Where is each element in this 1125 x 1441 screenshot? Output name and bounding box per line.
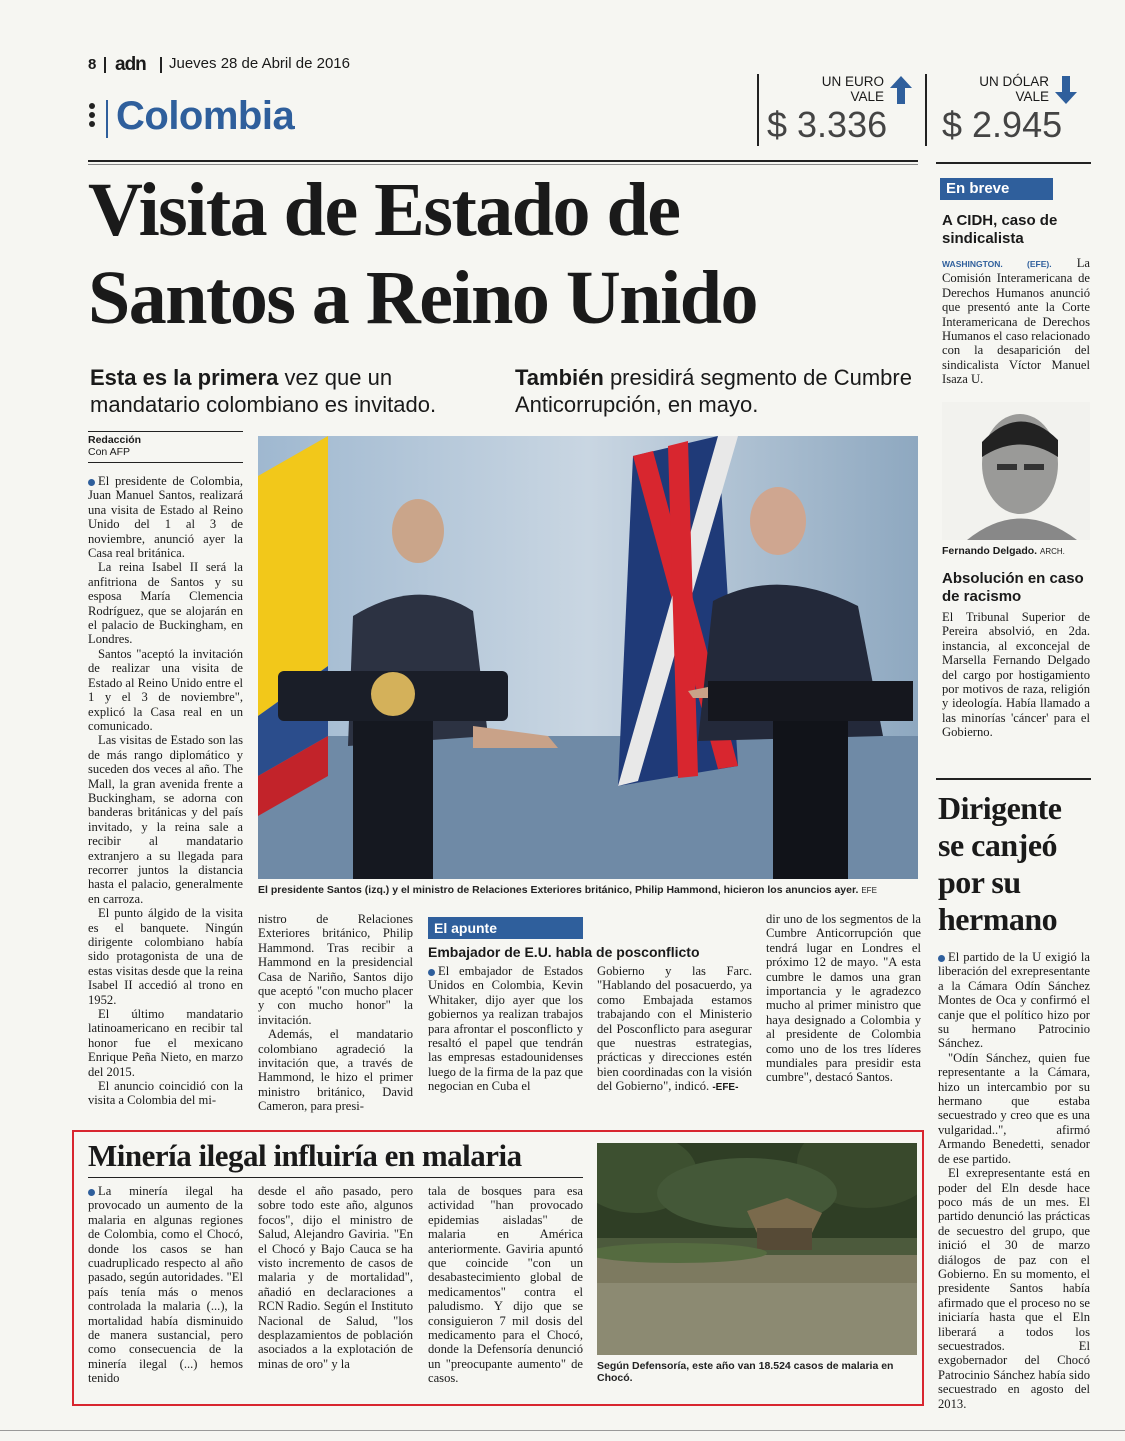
portrait-caption: Fernando Delgado. ARCH. [942,545,1065,557]
apunte-col2: Gobierno y las Farc. "Hablando del posacuerdo, ya como Embajada estamos trabajando con el Ministerio del Posconflicto para asegurar que nuestras estrategias, prácticas y direcciones estén bien coordinadas con la visión del Gobierno", indicó. -EFE- [597,964,752,1094]
apunte-label: El apunte [428,917,583,939]
section-title: Colombia [116,94,295,138]
mineria-col2: desde el año pasado, pero sobre todo este año, algunos focos", dijo el ministro de Salud, Alejandro Gaviria. "En el Chocó y Bajo Cauca se ha visto incremento de casos de malaria y de mortalidad", añadió en declaraciones a RCN Radio. Según el Instituto Nacional de Salud, "los desplazamientos de población asociados a la explotación de minas de oro" y la [258,1184,413,1371]
byline: Redacción Con AFP [88,434,142,458]
breve-item2-title: Absolución en caso de racismo [942,570,1084,605]
bullet-dot-icon [938,955,945,962]
apunte-title: Embajador de E.U. habla de posconflicto [428,944,700,960]
en-breve-label: En breve [940,178,1053,200]
dollar-label: UN DÓLAR VALE [979,74,1049,104]
breve-item1-title: A CIDH, caso de sindicalista [942,212,1058,247]
breve-item1-body: WASHINGTON. (EFE). La Comisión Interamericana de Derechos Humanos anunció que presentó ante la Corte Interamericana de Derechos Humanos el caso relacionado con la desaparición del sindicalista Víctor Manuel Isaza U. [942,256,1090,387]
dirigente-body: El partido de la U exigió la liberación del exrepresentante a la Cámara Odín Sánchez Montes de Oca y confirmó el canje que el político hizo por su hermano Patrocinio Sánchez. "Odín Sánchez, quien fue representante a la Cámara, hizo un intercambio por su hermano que estaba secuestrado y creo que es una vulgaridad..", afirmó Armando Benedetti, senador de ese partido. El exrepresentante está en poder del Eln desde hace poco más de un mes. El partido denunció las prácticas de secuestro del grupo, que inició el 30 de marzo diálogos de paz con el Gobierno. En su momento, el presidente Santos había afirmado que el proceso no se iniciaría hasta que el Eln liberará a todos los secuestrados. El exgobernador del Chocó Patrocinio Sánchez había sido secuestrado en agosto del 2013. [938,950,1090,1411]
bullet-dot-icon [428,969,435,976]
breve-item2-body: El Tribunal Superior de Pereira absolvió, en 2da. instancia, al exconcejal de Marsella Fernando Delgado del cargo por hostigamiento por motivos de raza, religión y ideología. Había llamado a las minorías 'cáncer' para el Gobierno. [942,610,1090,740]
arrow-up-icon [890,76,912,104]
mineria-col3: tala de bosques para esa actividad "han provocado epidemias aisladas" de malaria en América anteriormente. Gaviria apuntó que coincide "con un desabastecimiento global de medicamentos" contra el paludismo. Y dijo que se consiguieron 7 mil dosis del medicamento para el Chocó, donde la Defensoría denunció un "preocupante aumento" de casos. [428,1184,583,1386]
arrow-down-icon [1055,76,1077,104]
santos-hammond-photo [258,436,918,879]
jungle-river-photo [597,1143,917,1355]
main-article-col3: dir uno de los segmentos de la Cumbre Anticorrupción que tendrá lugar en Londres el próximo 12 de mayo. "A esta cumbre le damos una gran importancia y le agradezco mucho al primer ministro que haya designado a Colombia y al presidente de Colombia como uno de los tres líderes mundiales para presidir esta cumbre", destacó Santos. [766,912,921,1085]
main-headline: Visita de Estado de Santos a Reino Unido [88,168,757,340]
bullet-dot-icon [88,479,95,486]
deck-left: Esta es la primera vez que un mandatario colombiano es invitado. [90,365,437,417]
dollar-value: $ 2.945 [942,104,1063,145]
fernando-delgado-portrait [942,402,1090,540]
mineria-headline: Minería ilegal influiría en malaria [88,1138,522,1173]
deck-right: También presidirá segmento de Cumbre Anticorrupción, en mayo. [515,365,912,417]
brand-logo: adn [115,54,146,75]
mineria-col1: La minería ilegal ha provocado un aumento de la malaria en algunas regiones de Colombia, como el Chocó, donde los casos se han cuadruplicado respecto al año pasado, según autoridades. "El país tenía más o menos controlada la malaria (...), la mortalidad había disminuido de manera sustancial, pero como consecuencia de la minería ilegal (...) hemos tenido [88,1184,243,1386]
euro-label: UN EURO VALE [821,74,884,104]
issue-date: Jueves 28 de Abril de 2016 [169,55,350,72]
apunte-col1: El embajador de Estados Unidos en Colombia, Kevin Whitaker, dijo ayer que los gobiernos ya realizan trabajos para afrontar el posconflicto y resaltó el papel que tendrán las empresas estadounidenses luego de la firma de la paz que negocian en Cuba el [428,964,583,1094]
section-marker-dots [89,103,95,135]
page-number: 8 [88,56,97,73]
dirigente-headline: Dirigente se canjeó por su hermano [938,790,1062,937]
bullet-dot-icon [88,1189,95,1196]
euro-value: $ 3.336 [767,104,888,145]
main-article-col2: nistro de Relaciones Exteriores británico, Philip Hammond. Tras recibir a Hammond en la presidencial Casa de Nariño, Santos dijo que aceptó "con mucho placer y con mucho honor" la invitación. Además, el mandatario colombiano agradeció la invitación que, a través de Hammond, le hizo el primer ministro británico, David Cameron, para presi- [258,912,413,1114]
main-photo-caption: El presidente Santos (izq.) y el ministro de Relaciones Exteriores británico, Philip Hammond, hicieron los anuncios ayer. EFE [258,884,877,896]
main-article-col1: El presidente de Colombia, Juan Manuel Santos, realizará una visita de Estado al Reino Unido del 1 al 3 de noviembre, anunció ayer la Casa real británica. La reina Isabel II será la anfitriona de Santos y su esposa María Clemencia Rodríguez, que se alojarán en el palacio de Buckingham, en Londres. Santos "aceptó la invitación de realizar una visita de Estado al Reino Unido entre el 1 y el 3 de noviembre", explicó la Casa real en un comunicado. Las visitas de Estado son las de más rango diplomático y suceden dos veces al año. The Mall, la gran avenida frente a Buckingham, se adorna con banderas británicas y del país invitado, y la reina sale a recibir al mandatario extranjero a su llegada para recorrer juntos la distancia hasta el palacio, generalmente en carroza. El punto álgido de la visita es el banquete. Ningún dirigente colombiano había sido protagonista de una de estas visitas desde que la reina Isabel II accedió al trono en 1952. El último mandatario latinoamericano en recibir tal honor fue el mexicano Enrique Peña Nieto, en marzo del 2015. El anuncio coincidió con la visita a Colombia del mi- [88,474,243,1108]
mineria-photo-caption: Según Defensoría, este año van 18.524 casos de malaria en Chocó. [597,1360,894,1384]
